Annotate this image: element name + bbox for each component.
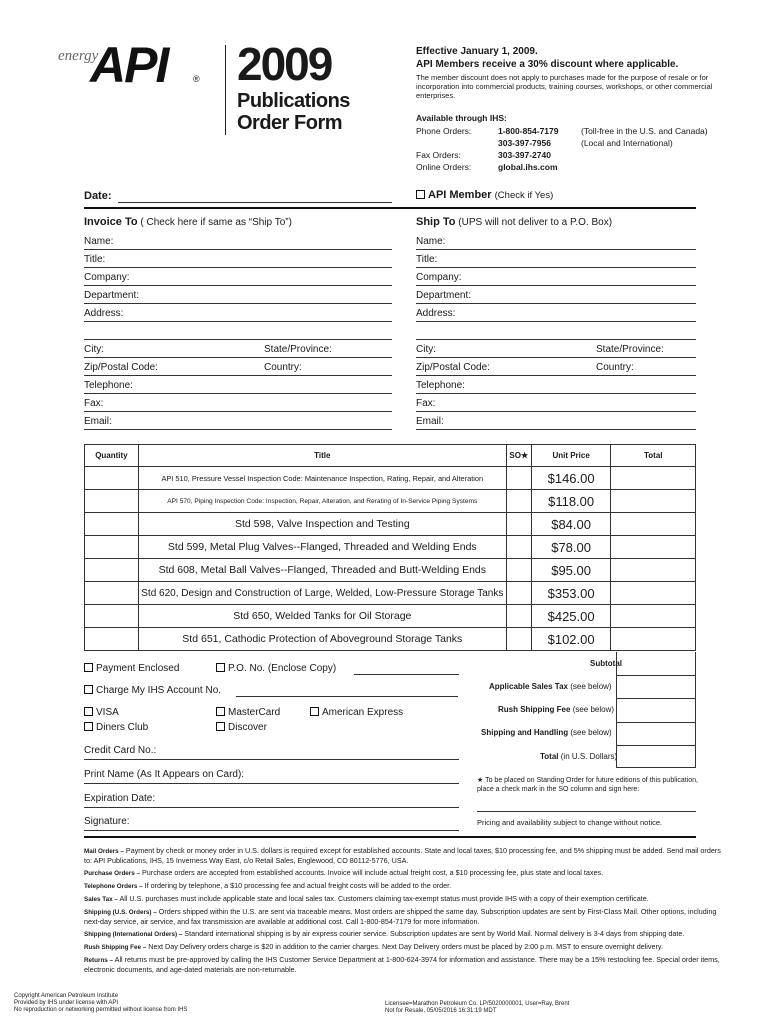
diners-checkbox[interactable] xyxy=(84,722,148,733)
so-cell[interactable] xyxy=(506,467,531,490)
licensee-line: Licensee=Marathon Petroleum Co. LP/5020000001, User=Ray, Brent xyxy=(385,1001,570,1007)
table-row xyxy=(85,536,696,559)
cc-number-field[interactable] xyxy=(84,759,459,760)
contact-label: Online Orders: xyxy=(416,162,472,172)
invoice-field-input[interactable] xyxy=(84,357,392,358)
quantity-cell[interactable] xyxy=(85,467,139,490)
total-label xyxy=(540,752,617,761)
invoice-city-label: City: xyxy=(84,344,104,355)
invoice-same-checkbox[interactable]: ( Check here if same as “Ship To”) xyxy=(140,217,292,228)
member-discount: API Members receive a 30% discount where applicable. xyxy=(416,59,679,70)
price-cell: $78.00 xyxy=(531,536,611,559)
ship-city-label: City: xyxy=(416,344,436,355)
diners-label: Diners Club xyxy=(96,722,149,733)
standing-order-note: ★ To be placed on Standing Order for future editions of this publication, place a check mark in the SO column and sign here: xyxy=(477,777,698,793)
footnote-text: All U.S. purchases must include applicable state and local sales tax. Customers claiming tax-exempt status must provide IHS with a copy of their exemption certificate. xyxy=(117,894,649,903)
invoice-field-label: Title: xyxy=(84,254,106,265)
ship-address-line2[interactable] xyxy=(416,339,696,340)
footnote xyxy=(84,907,726,926)
price-cell: $102.00 xyxy=(531,628,611,651)
invoice-contact-label: Email: xyxy=(84,416,112,427)
rush-fee-text: Rush Shipping Fee xyxy=(498,705,571,714)
table-header-row xyxy=(85,445,696,467)
footnotes xyxy=(84,846,726,977)
col-unit-price: Unit Price xyxy=(531,445,611,467)
quantity-cell[interactable] xyxy=(85,490,139,513)
total-cell[interactable] xyxy=(611,490,696,513)
pricing-note: Pricing and availability subject to change without notice. xyxy=(477,818,663,827)
title-cell: Std 608, Metal Ball Valves--Flanged, Threaded and Butt-Welding Ends xyxy=(138,559,506,582)
invoice-field-input[interactable] xyxy=(84,285,392,286)
price-cell: $353.00 xyxy=(531,582,611,605)
checkbox-icon[interactable] xyxy=(310,707,319,716)
ship-contact-label: Fax: xyxy=(416,398,436,409)
checkbox-icon[interactable] xyxy=(84,707,93,716)
total-cell[interactable] xyxy=(611,513,696,536)
ship-country-label: Country: xyxy=(596,362,634,373)
order-items-table xyxy=(84,444,696,651)
footnote-text: Next Day Delivery orders charge is $20 in addition to the carrier charges. Next Day Delivery orders must be placed by 2:00 p.m. MST to ensure overnight delivery. xyxy=(146,942,663,951)
charge-ihs-label: Charge My IHS Account No. xyxy=(96,685,222,696)
available-through: Available through IHS: xyxy=(416,113,507,123)
contact-label: Phone Orders: xyxy=(416,126,472,136)
invoice-contact-label: Telephone: xyxy=(84,380,133,391)
resale-line: Not for Resale, 05/05/2016 16:31:19 MDT xyxy=(385,1008,497,1014)
charge-ihs-checkbox[interactable] xyxy=(84,685,221,696)
contact-note: (Local and International) xyxy=(581,138,673,148)
so-cell[interactable] xyxy=(506,513,531,536)
discover-checkbox[interactable] xyxy=(216,722,267,733)
total-text: Total xyxy=(540,752,559,761)
ihs-account-field[interactable] xyxy=(236,696,458,697)
form-year: 2009 xyxy=(237,38,332,90)
table-row xyxy=(85,605,696,628)
col-quantity: Quantity xyxy=(85,445,139,467)
po-label: P.O. No. (Enclose Copy) xyxy=(228,663,337,674)
contact-value: 1-800-854-7179 xyxy=(498,126,559,136)
ship-field-input[interactable] xyxy=(416,285,696,286)
so-cell[interactable] xyxy=(506,582,531,605)
signature-label: Signature: xyxy=(84,816,130,827)
invoice-field-input[interactable] xyxy=(84,375,392,376)
ship-field-input[interactable] xyxy=(416,357,696,358)
price-cell: $118.00 xyxy=(531,490,611,513)
ship-contact-label: Email: xyxy=(416,416,444,427)
ship-contact-input[interactable] xyxy=(416,429,696,430)
subtotal-label: Subtotal xyxy=(590,659,622,668)
invoice-address-line2[interactable] xyxy=(84,339,392,340)
invoice-field-input[interactable] xyxy=(84,303,392,304)
copyright-line: Copyright American Petroleum Institute xyxy=(14,993,119,999)
invoice-state-label: State/Province: xyxy=(264,344,332,355)
standing-order-signature-line[interactable] xyxy=(477,811,696,812)
footnote xyxy=(84,846,726,865)
ship-field-label: Department: xyxy=(416,290,472,301)
header-divider xyxy=(225,45,226,135)
registered-mark: ® xyxy=(193,74,200,84)
rush-fee-note: (see below) xyxy=(572,705,615,714)
invoice-field-label: Department: xyxy=(84,290,140,301)
contact-value: 303-397-2740 xyxy=(498,150,551,160)
discount-note: The member discount does not apply to purchases made for the purpose of resale or for incorporation into commercial products, training courses, workshops, or other commercial enterprises. xyxy=(416,73,713,100)
table-row xyxy=(85,559,696,582)
form-title-line2: Order Form xyxy=(237,112,343,134)
table-row xyxy=(85,582,696,605)
title-cell: Std 651, Cathodic Protection of Aboveground Storage Tanks xyxy=(138,628,506,651)
footnote xyxy=(84,894,726,904)
price-cell: $425.00 xyxy=(531,605,611,628)
ship-field-label: Title: xyxy=(416,254,438,265)
check-if-yes-label: (Check if Yes) xyxy=(494,190,554,201)
footnote-head: Telephone Orders – xyxy=(84,883,143,890)
visa-checkbox[interactable] xyxy=(84,707,119,718)
footnote xyxy=(84,868,726,878)
shipping-text: Shipping and Handling xyxy=(481,728,569,737)
price-cell: $95.00 xyxy=(531,559,611,582)
ship-zip-label: Zip/Postal Code: xyxy=(416,362,490,373)
ship-contact-input[interactable] xyxy=(416,411,696,412)
quantity-cell[interactable] xyxy=(85,513,139,536)
col-so: SO★ xyxy=(506,445,531,467)
title-cell: API 570, Piping Inspection Code: Inspection, Repair, Alteration, and Rerating of In-Service Piping Systems xyxy=(138,490,506,513)
footnote xyxy=(84,881,726,891)
so-cell[interactable] xyxy=(506,490,531,513)
amex-label: American Express xyxy=(322,707,404,718)
copyright-line: No reproduction or networking permitted without license from IHS xyxy=(14,1007,188,1013)
print-name-field[interactable] xyxy=(84,783,459,784)
po-checkbox[interactable] xyxy=(216,663,336,674)
footnote-head: Sales Tax – xyxy=(84,896,118,903)
table-row xyxy=(85,490,696,513)
checkbox-icon[interactable] xyxy=(84,663,93,672)
footnote-head: Shipping (U.S. Orders) – xyxy=(84,909,157,916)
shipping-label xyxy=(481,728,612,737)
copyright-left xyxy=(14,993,187,1014)
contact-note: (Toll-free in the U.S. and Canada) xyxy=(581,126,708,136)
ship-field-input[interactable] xyxy=(416,249,696,250)
form-title xyxy=(237,90,350,134)
invoice-field-input[interactable] xyxy=(84,321,392,322)
logo-energy-text: energy xyxy=(58,48,99,64)
footnote-text: Standard international shipping is by air express courier service. Subscription updates are sent by World Mail. Normal delivery is 3-4 days from shipping date. xyxy=(182,929,685,938)
api-member-checkbox[interactable] xyxy=(416,189,553,201)
footnote xyxy=(84,955,726,974)
api-logo: API xyxy=(90,37,168,93)
title-cell: Std 599, Metal Plug Valves--Flanged, Threaded and Welding Ends xyxy=(138,536,506,559)
invoice-to-label: Invoice To xyxy=(84,216,138,228)
ship-to-heading xyxy=(416,216,612,228)
price-cell: $146.00 xyxy=(531,467,611,490)
ship-field-label: Address: xyxy=(416,308,456,319)
sales-tax-note: (see below) xyxy=(570,682,612,691)
ship-to-label: Ship To xyxy=(416,216,456,228)
invoice-country-label: Country: xyxy=(264,362,302,373)
ship-field-label: Name: xyxy=(416,236,446,247)
table-row xyxy=(85,628,696,651)
date-field[interactable] xyxy=(118,202,392,203)
checkbox-icon[interactable] xyxy=(416,190,425,199)
rush-fee-label xyxy=(498,705,614,714)
ship-field-input[interactable] xyxy=(416,375,696,376)
ship-field-input[interactable] xyxy=(416,267,696,268)
ship-field-label: Company: xyxy=(416,272,462,283)
po-field[interactable] xyxy=(354,674,459,675)
date-label: Date: xyxy=(84,190,112,202)
ship-field-input[interactable] xyxy=(416,321,696,322)
invoice-contact-input[interactable] xyxy=(84,429,392,430)
invoice-zip-label: Zip/Postal Code: xyxy=(84,362,158,373)
checkbox-icon[interactable] xyxy=(216,722,225,731)
discover-label: Discover xyxy=(228,722,267,733)
totals-divider xyxy=(616,698,696,699)
title-cell: API 510, Pressure Vessel Inspection Code: Maintenance Inspection, Rating, Repair, and Alteration xyxy=(138,467,506,490)
footnote xyxy=(84,929,726,939)
invoice-field-label: Address: xyxy=(84,308,124,319)
sales-tax-label xyxy=(489,682,612,691)
footnote xyxy=(84,942,726,952)
ship-contact-input[interactable] xyxy=(416,393,696,394)
signature-field[interactable] xyxy=(84,830,459,831)
totals-box xyxy=(616,652,696,768)
invoice-contact-input[interactable] xyxy=(84,411,392,412)
total-cell[interactable] xyxy=(611,536,696,559)
so-cell[interactable] xyxy=(506,536,531,559)
amex-checkbox[interactable] xyxy=(310,707,403,718)
title-cell: Std 620, Design and Construction of Large, Welded, Low-Pressure Storage Tanks xyxy=(138,582,506,605)
quantity-cell[interactable] xyxy=(85,628,139,651)
total-cell[interactable] xyxy=(611,582,696,605)
quantity-cell[interactable] xyxy=(85,582,139,605)
footnote-text: If ordering by telephone, a $10 processing fee and actual freight costs will be added to the order. xyxy=(142,881,452,890)
footnote-head: Returns – xyxy=(84,957,114,964)
print-name-label: Print Name (As It Appears on Card): xyxy=(84,769,245,780)
col-title: Title xyxy=(138,445,506,467)
col-total: Total xyxy=(611,445,696,467)
checkbox-icon[interactable] xyxy=(84,685,93,694)
ship-state-label: State/Province: xyxy=(596,344,664,355)
contact-value: global.ihs.com xyxy=(498,162,558,172)
footnote-head: Shipping (International Orders) – xyxy=(84,931,183,938)
so-cell[interactable] xyxy=(506,628,531,651)
price-cell: $84.00 xyxy=(531,513,611,536)
payment-enclosed-label: Payment Enclosed xyxy=(96,663,180,674)
totals-divider xyxy=(616,745,696,746)
totals-divider xyxy=(616,722,696,723)
totals-divider xyxy=(616,675,696,676)
table-row xyxy=(85,513,696,536)
section-rule xyxy=(84,207,696,209)
api-member-label: API Member xyxy=(428,189,492,201)
footnote-text: Purchase orders are accepted from established accounts. Invoice will include actual freight cost, a $10 processing fee, plus state and local taxes. xyxy=(140,868,604,877)
contact-value: 303-397-7956 xyxy=(498,138,551,148)
footnote-text: Payment by check or money order in U.S. dollars is required except for established accounts. State and local taxes, $10 processing fee, and 5% shipping must be added. Send mail orders to: API Publications, IHS, 15 Inverness Way East, c/o Retail Sales, Englewood, CO 80112-5776, USA. xyxy=(84,846,721,865)
invoice-field-label: Company: xyxy=(84,272,130,283)
total-cell[interactable] xyxy=(611,605,696,628)
total-cell[interactable] xyxy=(611,467,696,490)
effective-date: Effective January 1, 2009. xyxy=(416,46,538,57)
footnote-text: All returns must be pre-approved by calling the IHS Customer Service Department at 1-800-624-3974 for information and assistance. There may be a 15% restocking fee. Special order items, electronic documents, and age-dated materials are non-returnable. xyxy=(84,955,720,974)
total-note: (in U.S. Dollars) xyxy=(560,752,618,761)
copyright-right xyxy=(385,1001,569,1015)
quantity-cell[interactable] xyxy=(85,536,139,559)
invoice-contact-label: Fax: xyxy=(84,398,104,409)
total-cell[interactable] xyxy=(611,628,696,651)
footnote-rule xyxy=(84,836,696,838)
ship-field-input[interactable] xyxy=(416,303,696,304)
form-title-line1: Publications xyxy=(237,90,350,112)
expiration-field[interactable] xyxy=(84,807,459,808)
payment-enclosed-checkbox[interactable] xyxy=(84,663,179,674)
cc-number-label: Credit Card No.: xyxy=(84,745,157,756)
contact-label: Fax Orders: xyxy=(416,150,461,160)
invoice-field-input[interactable] xyxy=(84,249,392,250)
checkbox-icon[interactable] xyxy=(84,722,93,731)
footnote-head: Rush Shipping Fee – xyxy=(84,944,147,951)
visa-label: VISA xyxy=(96,707,119,718)
title-cell: Std 598, Valve Inspection and Testing xyxy=(138,513,506,536)
footnote-head: Purchase Orders – xyxy=(84,870,141,877)
copyright-line: Provided by IHS under license with API xyxy=(14,1000,119,1006)
ship-to-note: (UPS will not deliver to a P.O. Box) xyxy=(458,217,613,228)
checkbox-icon[interactable] xyxy=(216,707,225,716)
expiration-label: Expiration Date: xyxy=(84,793,156,804)
footnote-head: Mail Orders – xyxy=(84,848,124,855)
invoice-field-label: Name: xyxy=(84,236,114,247)
invoice-contact-input[interactable] xyxy=(84,393,392,394)
table-row xyxy=(85,467,696,490)
mastercard-label: MasterCard xyxy=(228,707,281,718)
checkbox-icon[interactable] xyxy=(216,663,225,672)
invoice-to-heading xyxy=(84,216,292,228)
footnote-text: Orders shipped within the U.S. are sent via traceable means. Most orders are shipped the same day. Subscription updates are sent by First-Class Mail. Other options, including next-day service, air service, and fax transmission are available at additional cost. Call 1-800-854-7179 for more information. xyxy=(84,907,717,926)
ship-contact-label: Telephone: xyxy=(416,380,465,391)
shipping-note: (see below) xyxy=(570,728,612,737)
title-cell: Std 650, Welded Tanks for Oil Storage xyxy=(138,605,506,628)
mastercard-checkbox[interactable] xyxy=(216,707,280,718)
invoice-field-input[interactable] xyxy=(84,267,392,268)
so-cell[interactable] xyxy=(506,605,531,628)
so-cell[interactable] xyxy=(506,559,531,582)
quantity-cell[interactable] xyxy=(85,605,139,628)
quantity-cell[interactable] xyxy=(85,559,139,582)
total-cell[interactable] xyxy=(611,559,696,582)
sales-tax-text: Applicable Sales Tax xyxy=(489,682,568,691)
